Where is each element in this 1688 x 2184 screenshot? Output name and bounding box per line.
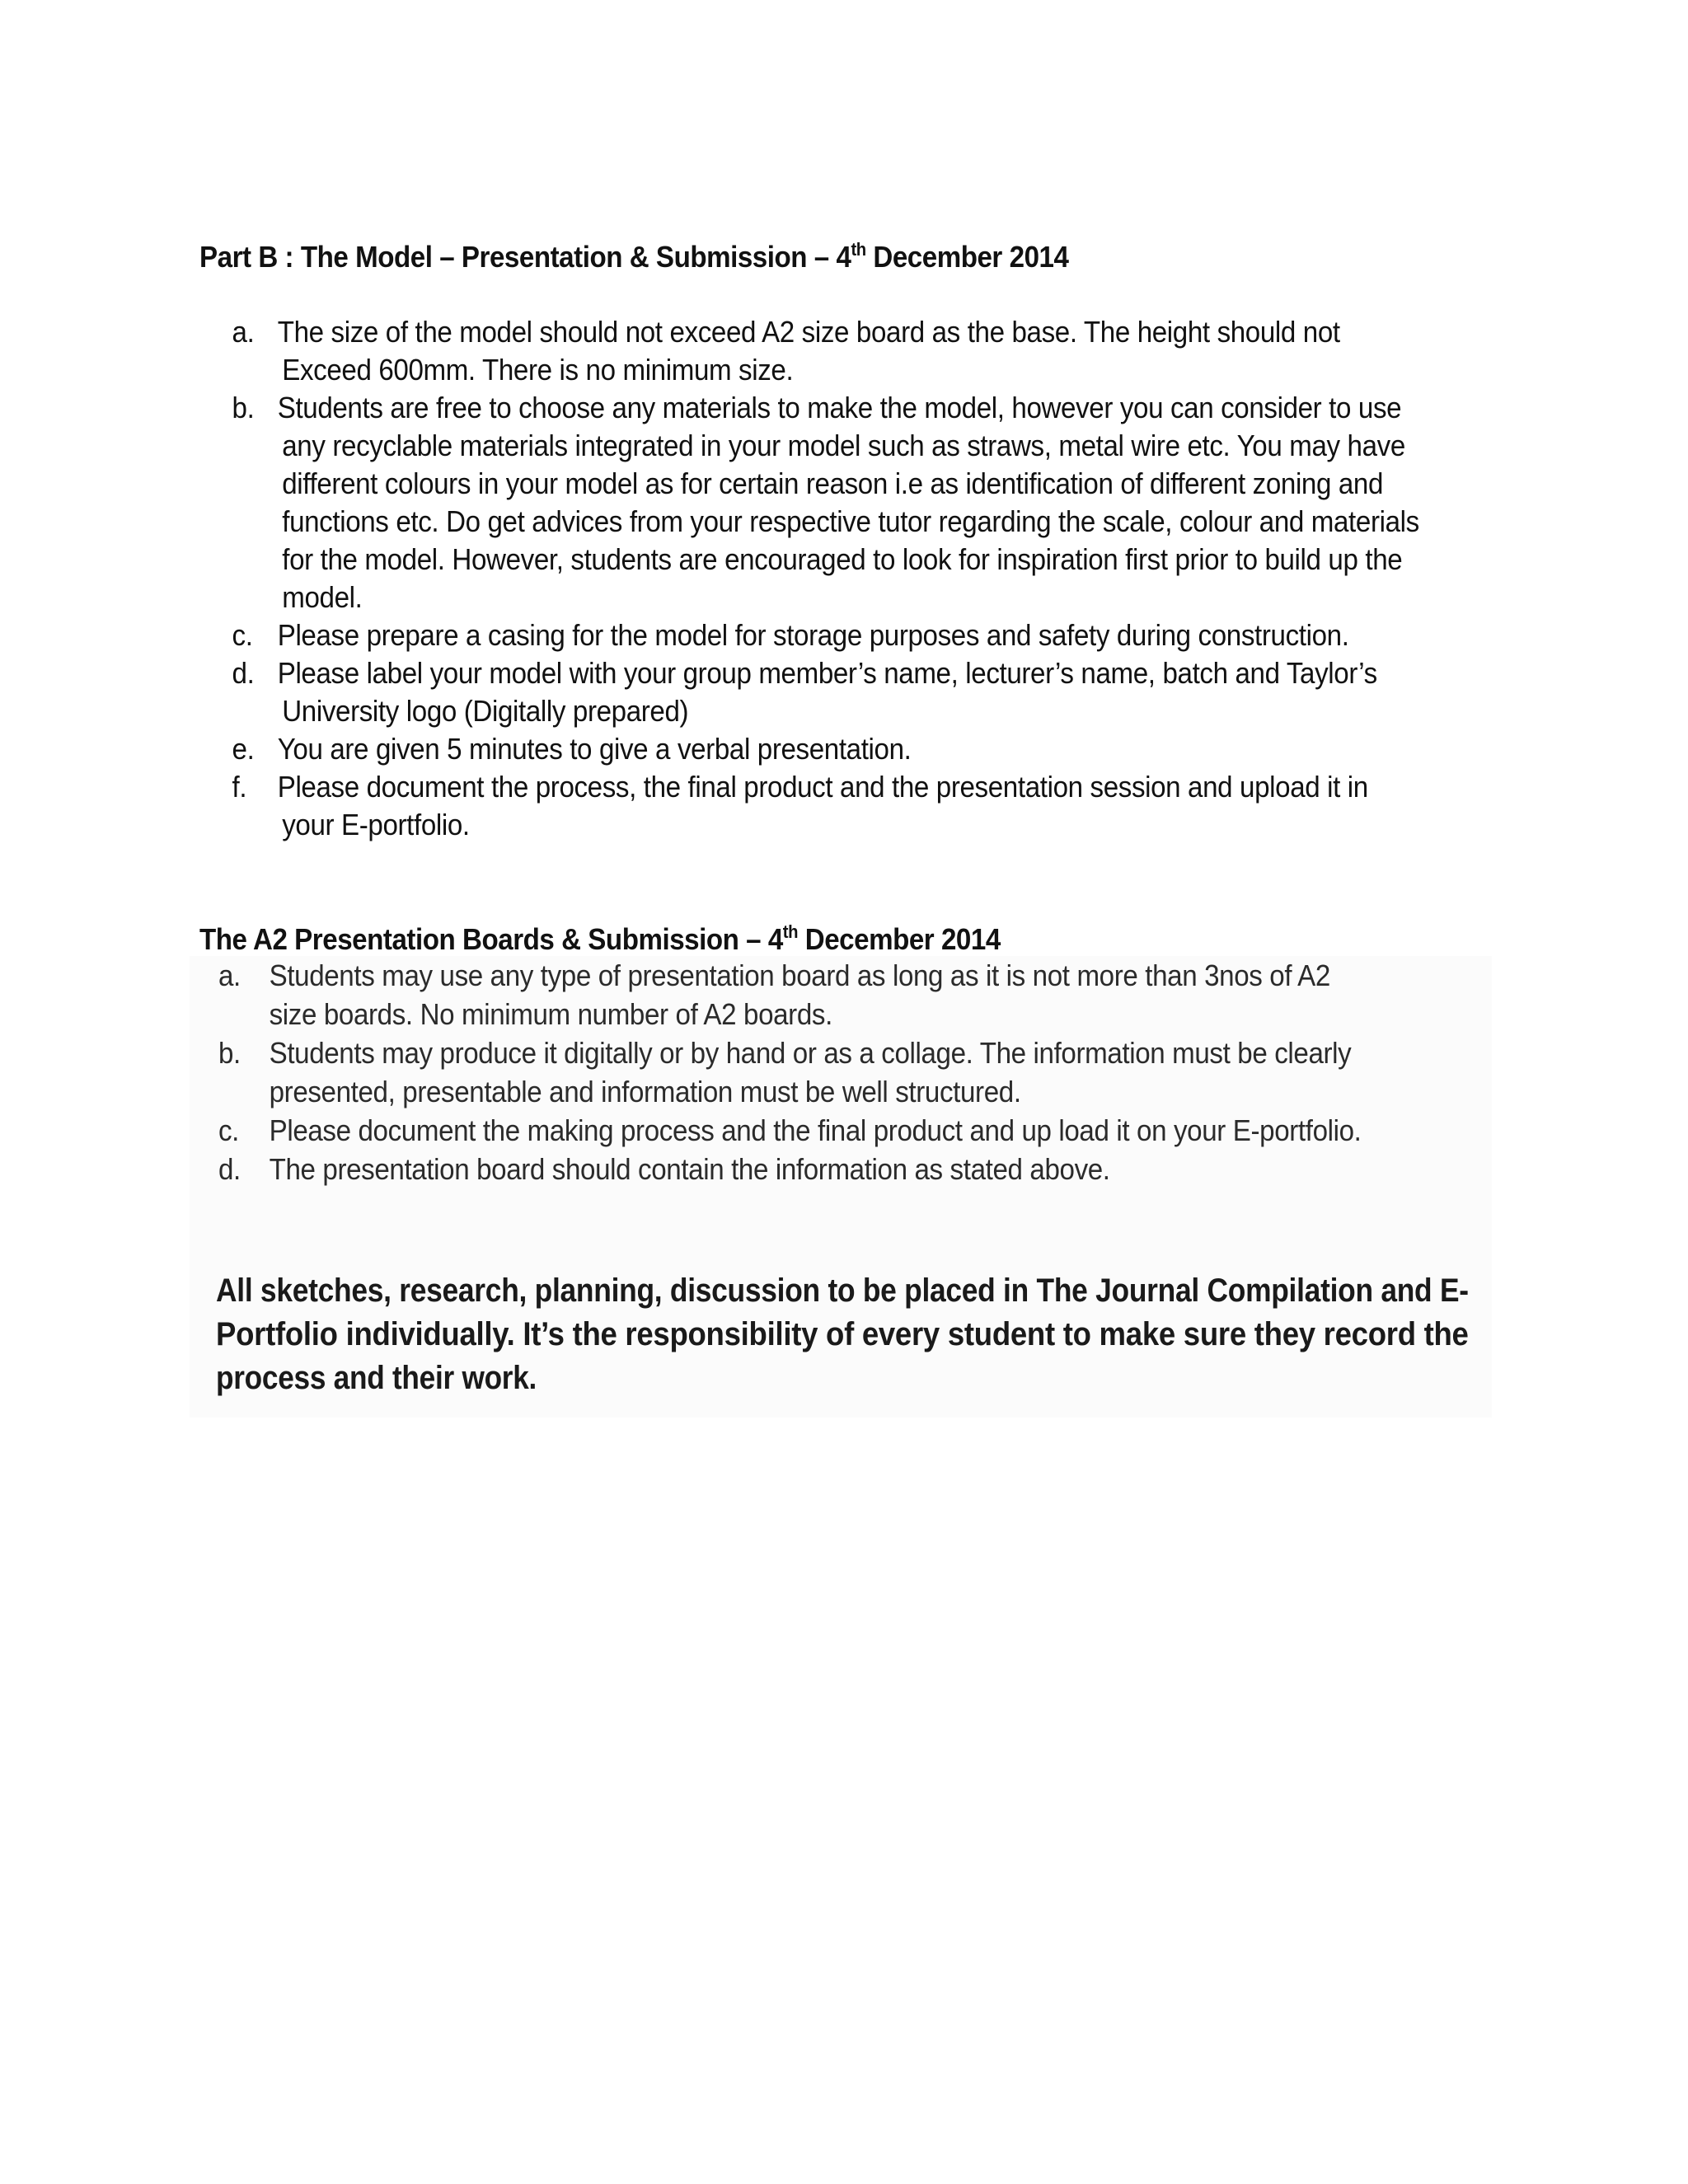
list-item: c. Please prepare a casing for the model for storage purposes and safety during construction. bbox=[232, 618, 1349, 652]
list-item-continuation: presented, presentable and information must be well structured. bbox=[269, 1075, 1021, 1108]
list-item: d. Please label your model with your group member’s name, lecturer’s name, batch and Taylor’s bbox=[232, 656, 1377, 690]
list-item-continuation: University logo (Digitally prepared) bbox=[282, 694, 689, 728]
part-b-heading: Part B : The Model – Presentation & Submission – 4th December 2014 bbox=[199, 239, 1069, 274]
list-item: d. The presentation board should contain the information as stated above. bbox=[218, 1152, 1110, 1186]
list-item-continuation: size boards. No minimum number of A2 boards. bbox=[269, 997, 832, 1031]
list-item: b. Students may produce it digitally or by hand or as a collage. The information must be clearly bbox=[218, 1036, 1352, 1070]
list-item: e. You are given 5 minutes to give a verbal presentation. bbox=[232, 732, 912, 766]
list-item: f. Please document the process, the final product and the presentation session and upload it in bbox=[232, 770, 1368, 804]
list-item-continuation: model. bbox=[282, 580, 363, 614]
list-item-continuation: for the model. However, students are encouraged to look for inspiration first prior to build up the bbox=[282, 542, 1403, 576]
part-b-list bbox=[0, 313, 1543, 844]
list-item-continuation: any recyclable materials integrated in your model such as straws, metal wire etc. You may have bbox=[282, 429, 1405, 462]
list-item-continuation: your E-portfolio. bbox=[282, 808, 470, 841]
list-item: c. Please document the making process and the final product and up load it on your E-portfolio. bbox=[218, 1113, 1362, 1147]
list-item-continuation: different colours in your model as for certain reason i.e as identification of different zoning and bbox=[282, 466, 1384, 500]
list-item-continuation: Exceed 600mm. There is no minimum size. bbox=[282, 353, 794, 387]
list-item: b. Students are free to choose any materials to make the model, however you can consider to use bbox=[232, 391, 1402, 424]
journal-note bbox=[216, 1269, 1469, 1400]
list-item: a. Students may use any type of presentation board as long as it is not more than 3nos of A2 bbox=[218, 958, 1330, 992]
note-line: All sketches, research, planning, discussion to be placed in The Journal Compilation and E- bbox=[216, 1272, 1469, 1309]
a2-boards-list bbox=[0, 956, 1479, 1188]
note-line: Portfolio individually. It’s the responsibility of every student to make sure they record the bbox=[216, 1316, 1469, 1352]
list-item-continuation: functions etc. Do get advices from your respective tutor regarding the scale, colour and materials bbox=[282, 504, 1419, 538]
list-item: a. The size of the model should not exceed A2 size board as the base. The height should not bbox=[232, 315, 1340, 349]
note-line: process and their work. bbox=[216, 1360, 537, 1396]
a2-boards-heading: The A2 Presentation Boards & Submission – 4th December 2014 bbox=[199, 921, 1001, 956]
